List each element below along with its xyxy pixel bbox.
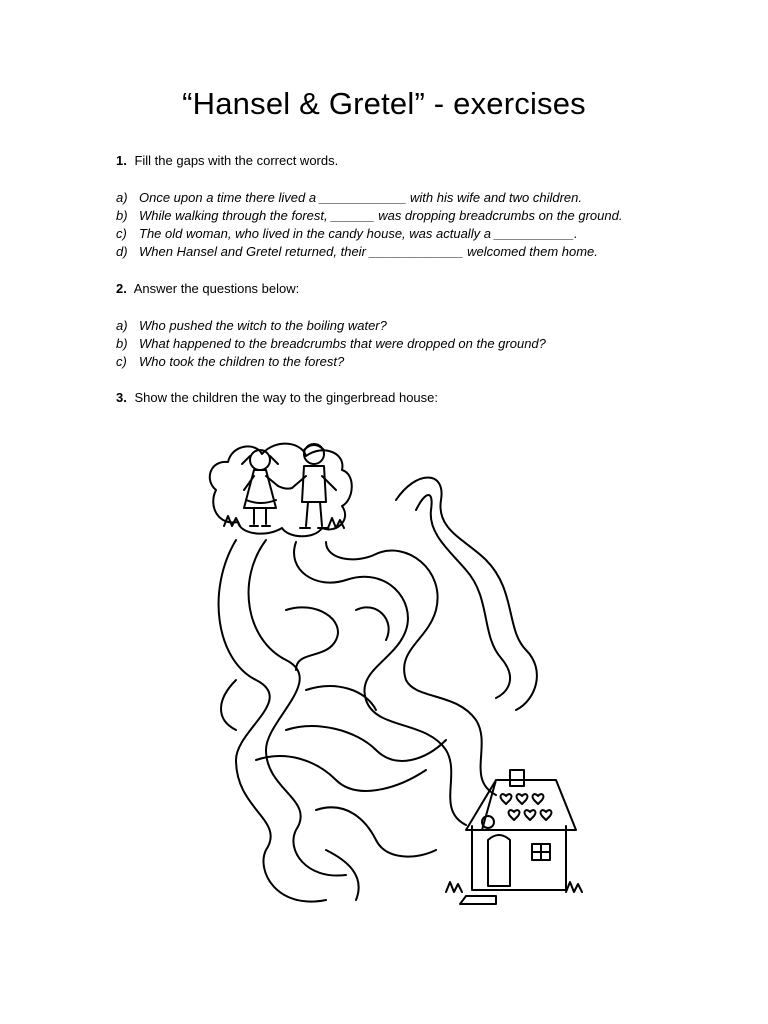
question-2-prompt: Answer the questions below: [133,281,300,296]
question-1-prompt: Fill the gaps with the correct words. [134,153,339,168]
item-text: What happened to the breadcrumbs that were dropped on the ground? [139,336,546,351]
maze-illustration[interactable] [196,430,596,920]
item-text: The old woman, who lived in the candy house, was actually a ___________. [139,226,578,241]
maze-icon [196,430,596,920]
item-letter: c) [116,226,127,241]
item-letter: a) [116,190,128,205]
item-letter: b) [116,208,128,223]
gingerbread-house-icon [446,770,582,904]
page-title: “Hansel & Gretel” - exercises [182,86,586,121]
question-3 [116,390,438,406]
item-text: While walking through the forest, ______ was dropping breadcrumbs on the ground. [139,208,623,223]
item-text: Once upon a time there lived a ____________ with his wife and two children. [139,190,583,205]
item-letter: b) [116,336,128,351]
children-icon [210,444,352,537]
question-3-prompt: Show the children the way to the gingerbread house: [134,390,439,405]
item-text: Who pushed the witch to the boiling water? [139,318,387,333]
item-letter: a) [116,318,128,333]
item-letter: c) [116,354,127,369]
question-2-item [116,318,387,334]
item-letter: d) [116,244,128,259]
item-text: When Hansel and Gretel returned, their _____________ welcomed them home. [139,244,598,259]
question-1-item [116,208,622,224]
question-1-item [116,226,578,242]
question-1 [116,153,338,169]
question-1-item [116,190,582,206]
question-2-item [116,354,344,370]
question-2 [116,281,299,297]
item-text: Who took the children to the forest? [139,354,345,369]
question-3-number: 3. [116,390,127,405]
question-1-number: 1. [116,153,127,168]
question-1-item [116,244,598,260]
question-2-number: 2. [116,281,127,296]
question-2-item [116,336,546,352]
